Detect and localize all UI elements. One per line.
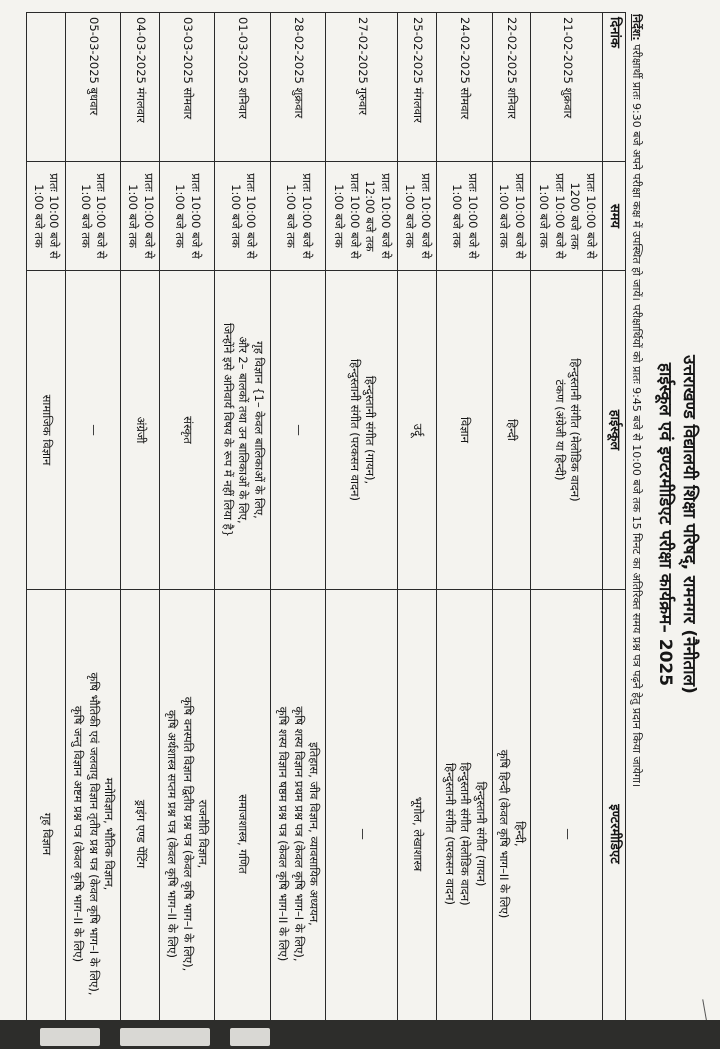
row-time: प्रातः 10:00 बजे से 1:00 बजे तक xyxy=(27,162,66,271)
exam-schedule-table xyxy=(26,12,626,1049)
row-time: प्रातः 10:00 बजे से 1:00 बजे तक xyxy=(437,162,492,271)
row-highschool: उर्दू xyxy=(398,271,437,590)
row-date: 28-02-2025 शुक्रवार xyxy=(270,13,325,162)
row-time: प्रातः 10:00 बजे से 1:00 बजे तक xyxy=(159,162,214,271)
row-highschool: हिन्दुस्तानी संगीत (मेलोडिक वादन) टंकण (अंग्रेजी या हिन्दी) xyxy=(531,271,603,590)
table-row xyxy=(270,13,325,1049)
row-intermediate: इतिहास, जीव विज्ञान, व्यावसायिक अध्ययन, कृषि शस्य विज्ञान प्रथम प्रश्न पत्र (केवल कृषि भाग–I के लिए), कृषि शस्य विज्ञान षष्ठम प्रश्न पत्र (केवल कृषि भाग–II के लिए) xyxy=(270,590,325,1049)
row-date: 21-02-2025 शुक्रवार xyxy=(531,13,603,162)
row-highschool: सामाजिक विज्ञान xyxy=(27,271,66,590)
row-time: प्रातः 10:00 बजे से 12:00 बजे तक प्रातः 10:00 बजे से 1:00 बजे तक xyxy=(326,162,398,271)
table-row xyxy=(215,13,270,1049)
table-row xyxy=(27,13,66,1049)
row-highschool: हिन्दी xyxy=(492,271,531,590)
row-highschool: गृह विज्ञान {1– केवल बालिकाओं के लिए, और 2– बालकों तथा उन बालिकाओं के लिए, जिन्होंने इसे अनिवार्य विषय के रूप में नहीं लिया है} xyxy=(215,271,270,590)
row-date: 27-02-2025 गुरुवार xyxy=(326,13,398,162)
instruction-text: परीक्षार्थी प्रातः 9:30 बजे अपने परीक्षा कक्ष में उपस्थित हो जायें। परीक्षार्थियों को प्रातः 9:45 बजे से 10:00 बजे तक 15 मिनट का अतिरिक्त समय प्रश्न पत्र पढ़ने हेतु प्रदान किया जायेगा। xyxy=(630,44,643,788)
table-row xyxy=(65,13,120,1049)
col-highschool-header: हाईस्कूल xyxy=(603,271,626,590)
table-row xyxy=(398,13,437,1049)
row-time: प्रातः 10:00 बजे से 1:00 बजे तक xyxy=(270,162,325,271)
row-date: 05-03-2025 बुधवार xyxy=(65,13,120,162)
row-date: 24-02-2025 सोमवार xyxy=(437,13,492,162)
row-highschool: हिन्दुस्तानी संगीत (गायन), हिन्दुस्तानी संगीत (परकसन वादन) xyxy=(326,271,398,590)
row-intermediate: समाजशास्त्र, गणित xyxy=(215,590,270,1049)
table-row xyxy=(159,13,214,1049)
row-time: प्रातः 10:00 बजे से 1:00 बजे तक xyxy=(65,162,120,271)
row-highschool: संस्कृत xyxy=(159,271,214,590)
row-time: प्रातः 10:00 बजे से 1:00 बजे तक xyxy=(492,162,531,271)
table-row xyxy=(492,13,531,1049)
row-date: 25-02-2025 मंगलवार xyxy=(398,13,437,162)
col-intermediate-header: इण्टरमीडिएट xyxy=(603,590,626,1049)
row-highschool: अंग्रेजी xyxy=(121,271,160,590)
row-date: 22-02-2025 शनिवार xyxy=(492,13,531,162)
row-date: 03-03-2025 सोमवार xyxy=(159,13,214,162)
row-intermediate: ड्राइंग एण्ड पेंटिंग xyxy=(121,590,160,1049)
photo-background-strip xyxy=(0,1020,720,1049)
row-time: प्रातः 10:00 बजे से 1:00 बजे तक xyxy=(215,162,270,271)
schedule-title: हाईस्कूल एवं इण्टरमीडिएट परीक्षा कार्यक्रम– 2025 xyxy=(655,362,675,687)
row-intermediate: मनोविज्ञान, भौतिक विज्ञान, कृषि भौतिकी एवं जलवायु विज्ञान तृतीय प्रश्न पत्र (केवल कृषि भाग–I के लिए), कृषि जन्तु विज्ञान अष्टम प्रश्न पत्र (केवल कृषि भाग–II के लिए) xyxy=(65,590,120,1049)
row-date xyxy=(27,13,66,162)
table-row xyxy=(531,13,603,1049)
row-intermediate: भूगोल, लेखाशास्त्र xyxy=(398,590,437,1049)
row-highschool: विज्ञान xyxy=(437,271,492,590)
table-row xyxy=(437,13,492,1049)
row-date: 01-03-2025 शनिवार xyxy=(215,13,270,162)
row-highschool: — xyxy=(65,271,120,590)
table-header-row xyxy=(603,13,626,1049)
row-date: 04-03-2025 मंगलवार xyxy=(121,13,160,162)
table-row xyxy=(326,13,398,1049)
instruction-label: निर्देश: xyxy=(630,14,643,41)
row-intermediate: हिन्दुस्तानी संगीत (गायन) हिन्दुस्तानी संगीत (मेलोडिक वादन) हिन्दुस्तानी संगीत (परकसन वादन) xyxy=(437,590,492,1049)
row-time: प्रातः 10:00 बजे से 1:00 बजे तक xyxy=(121,162,160,271)
row-time: प्रातः 10:00 बजे से 1:00 बजे तक xyxy=(398,162,437,271)
row-intermediate: हिन्दी, कृषि हिन्दी (केवल कृषि भाग–II के लिए) xyxy=(492,590,531,1049)
row-highschool: — xyxy=(270,271,325,590)
instruction-note xyxy=(629,14,644,1044)
row-intermediate: — xyxy=(531,590,603,1049)
row-intermediate: गृह विज्ञान xyxy=(27,590,66,1049)
board-title: उत्तराखण्ड विद्यालयी शिक्षा परिषद्, रामनगर (नैनीताल) xyxy=(679,355,699,694)
row-intermediate: — xyxy=(326,590,398,1049)
table-row xyxy=(121,13,160,1049)
row-intermediate: राजनीति विज्ञान, कृषि वनस्पति विज्ञान द्वितीय प्रश्न पत्र (केवल कृषि भाग–I के लिए), कृषि अर्थशास्त्र सप्तम प्रश्न पत्र (केवल कृषि भाग–II के लिए) xyxy=(159,590,214,1049)
col-date-header: दिनांक xyxy=(603,13,626,162)
row-time: प्रातः 10:00 बजे से 1200 बजे तक प्रातः 10:00 बजे से 1:00 बजे तक xyxy=(531,162,603,271)
col-time-header: समय xyxy=(603,162,626,271)
